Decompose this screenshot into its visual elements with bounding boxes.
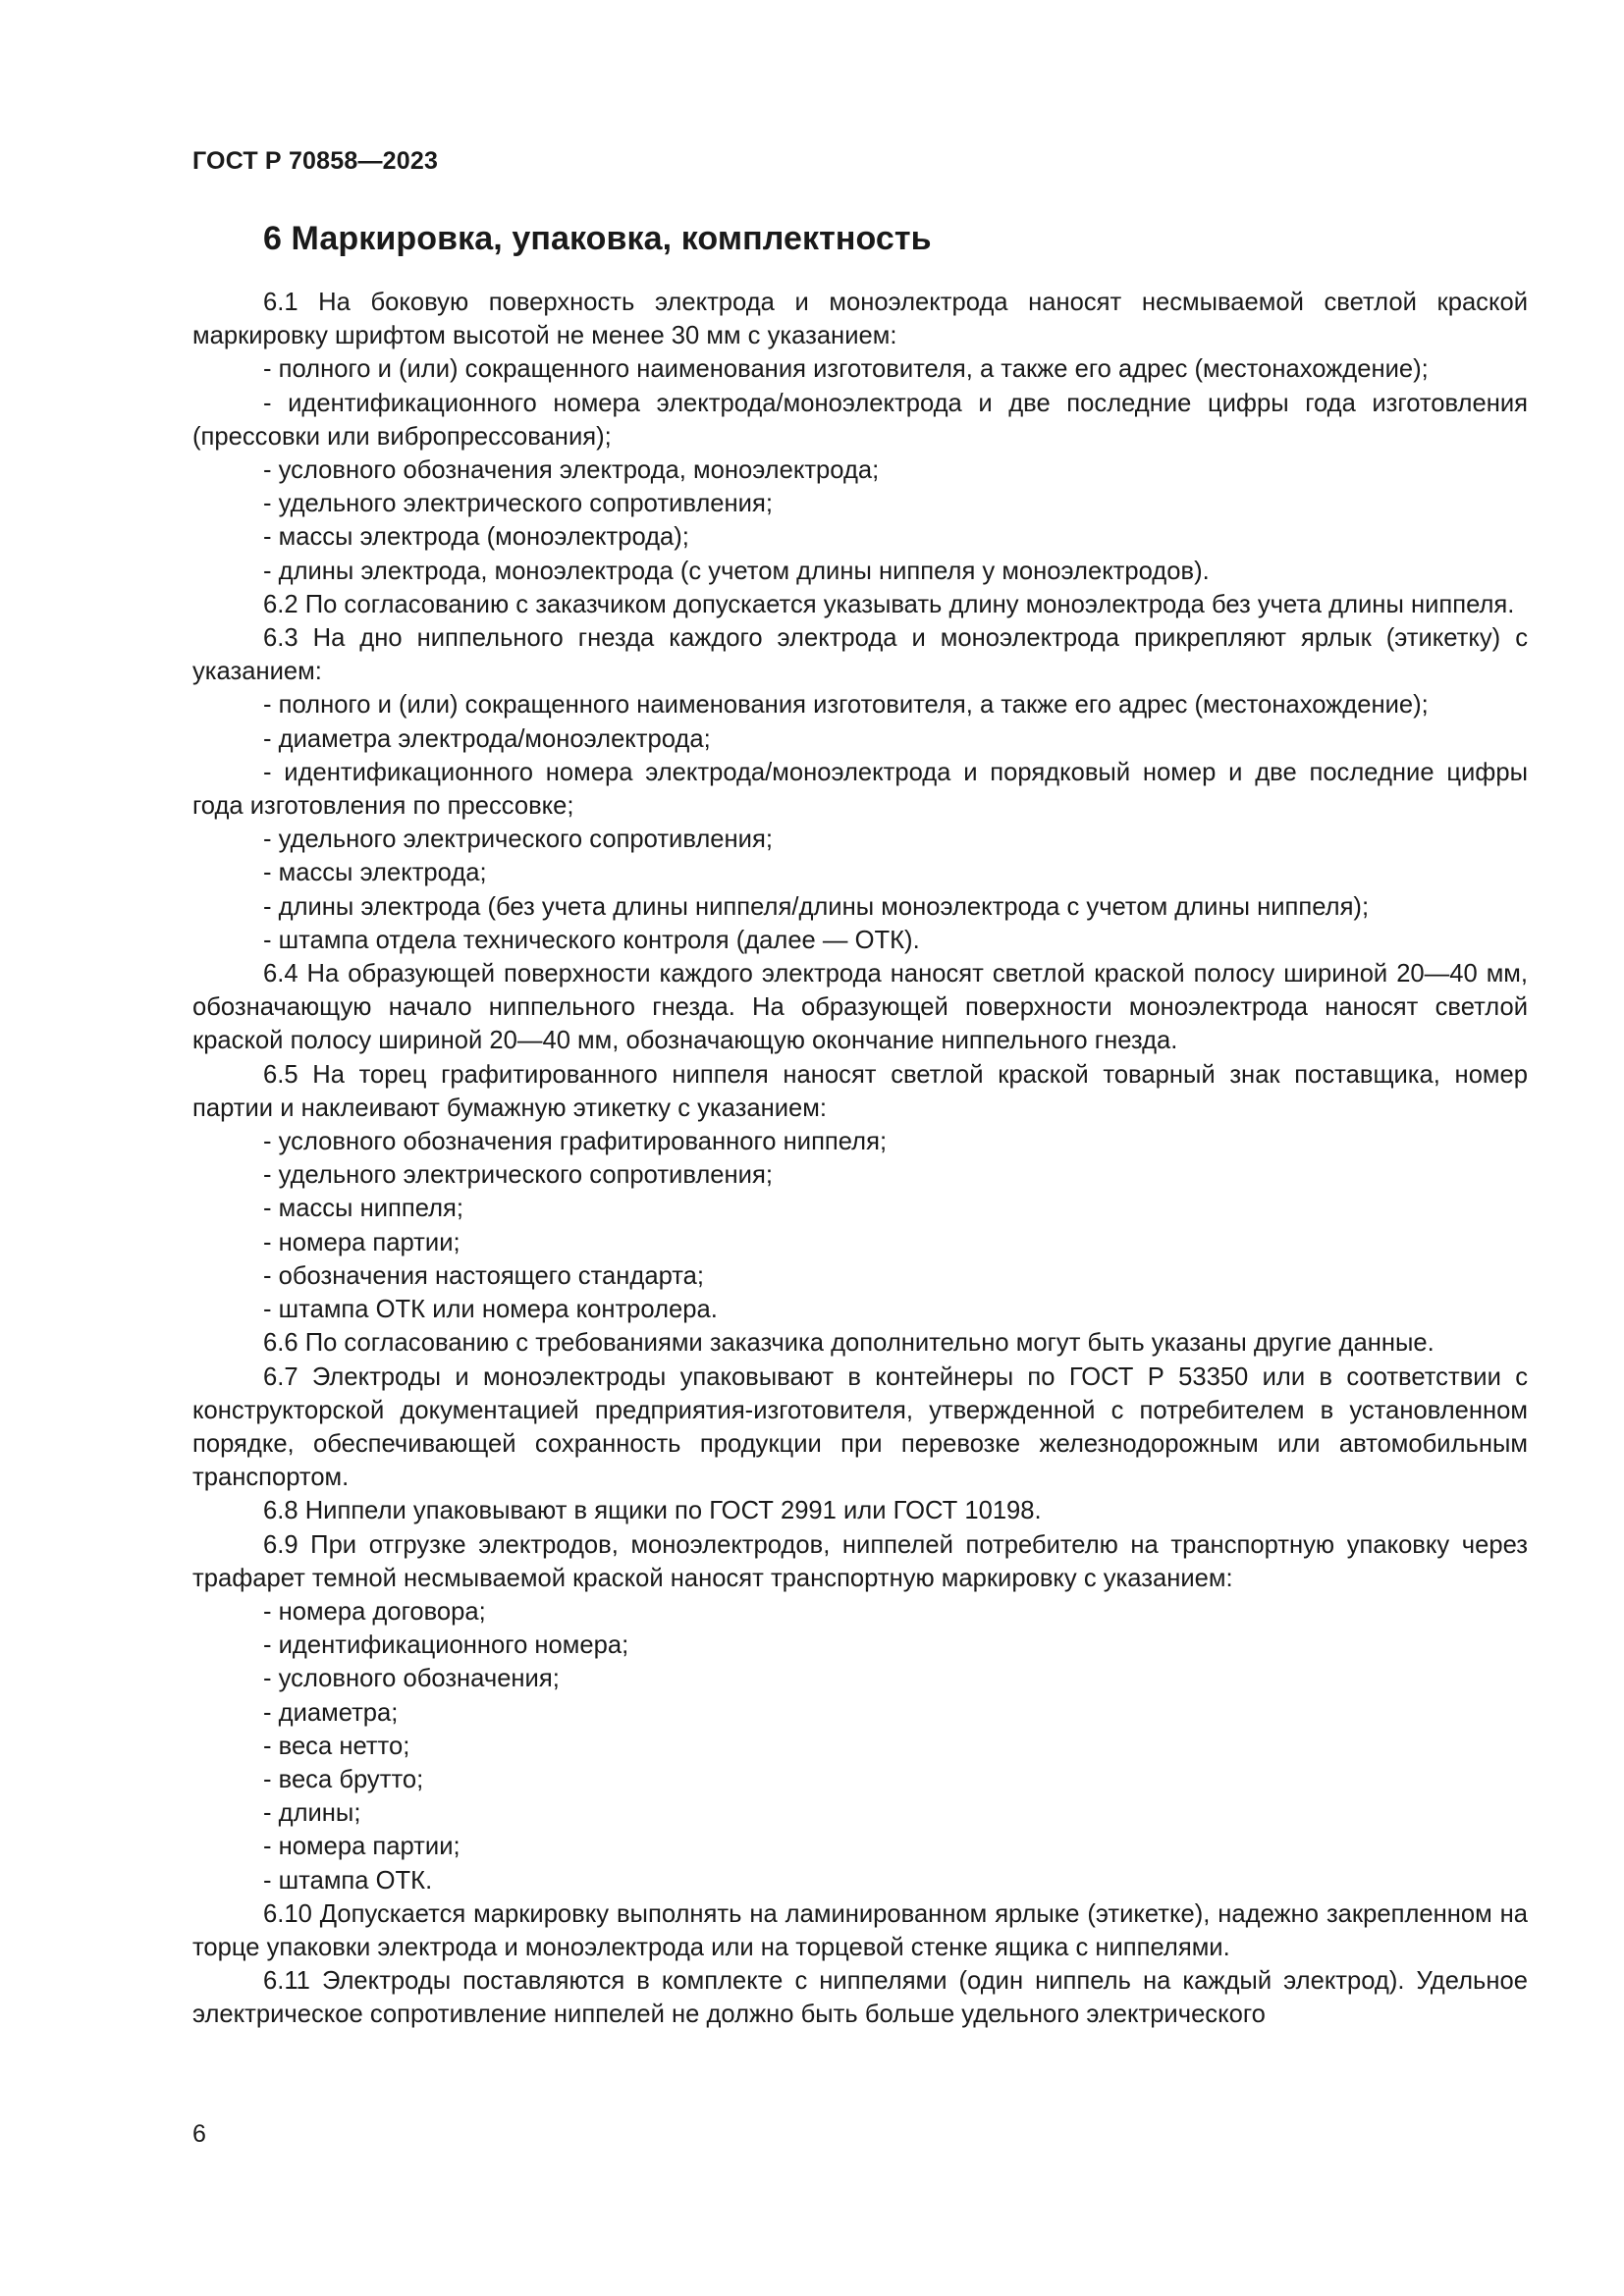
list-item: - диаметра электрода/моноэлектрода; <box>263 724 711 753</box>
list-item: - номера договора; <box>263 1597 486 1626</box>
list-item: - удельного электрического сопротивления; <box>263 826 773 854</box>
paragraph: 6.6 По согласованию с требованиями заказчика дополнительно могут быть указаны другие данные. <box>263 1329 1435 1358</box>
paragraph: 6.1 На боковую поверхность электрода и моноэлектрода наносят несмываемой светлой краской маркировку шрифтом высотой не менее 30 мм с указанием: <box>192 289 1528 350</box>
paragraph: 6.10 Допускается маркировку выполнять на ламинированном ярлыке (этикетке), надежно закрепленном на торце упаковки электрода и моноэлектрода или на торцевой стенке ящика с ниппелями. <box>192 1899 1528 1961</box>
list-item: - условного обозначения графитированного ниппеля; <box>263 1128 888 1156</box>
page-number: 6 <box>192 2120 206 2148</box>
list-item: - веса брутто; <box>263 1765 424 1793</box>
list-item: - штампа отдела технического контроля (далее — ОТК). <box>263 926 920 954</box>
list-item: - идентификационного номера; <box>263 1631 629 1660</box>
paragraph: 6.2 По согласованию с заказчиком допускается указывать длину моноэлектрода без учета длины ниппеля. <box>263 590 1515 618</box>
list-item: - идентификационного номера электрода/моноэлектрода и порядковый номер и две последние цифры года изготовления по прессовке; <box>192 758 1528 821</box>
list-item: - массы электрода; <box>263 859 487 887</box>
list-item: - номера партии; <box>263 1228 460 1256</box>
body-text <box>192 286 1528 2032</box>
list-item: - длины электрода, моноэлектрода (с учетом длины ниппеля у моноэлектродов). <box>263 557 1210 585</box>
list-item: - штампа ОТК. <box>263 1866 433 1895</box>
list-item: - массы электрода (моноэлектрода); <box>263 523 689 552</box>
paragraph: 6.5 На торец графитированного ниппеля наносят светлой краской товарный знак поставщика, номер партии и наклеивают бумажную этикетку с указанием: <box>192 1060 1528 1122</box>
document-header: ГОСТ Р 70858—2023 <box>192 147 439 175</box>
list-item: - условного обозначения; <box>263 1665 560 1693</box>
list-item: - массы ниппеля; <box>263 1195 463 1223</box>
list-item: - идентификационного номера электрода/моноэлектрода и две последние цифры года изготовления (прессовки или вибропрессования); <box>192 389 1528 451</box>
list-item: - обозначения настоящего стандарта; <box>263 1261 705 1290</box>
paragraph: 6.4 На образующей поверхности каждого электрода наносят светлой краской полосу шириной 20—40 мм, обозначающую начало ниппельного гнезда. На образующей поверхности моноэлектрода наносят светлой краской полосу шириной 20—40 мм, обозначающую окончание ниппельного гнезда. <box>192 960 1528 1055</box>
list-item: - веса нетто; <box>263 1732 410 1760</box>
paragraph: 6.3 На дно ниппельного гнезда каждого электрода и моноэлектрода прикрепляют ярлык (этикетку) с указанием: <box>192 624 1528 686</box>
paragraph: 6.7 Электроды и моноэлектроды упаковывают в контейнеры по ГОСТ Р 53350 или в соответствии с конструкторской документацией предприятия-изготовителя, утвержденной с потребителем в установленном порядке, обеспечивающей сохранность продукции при перевозке железнодорожным или автомобильным транспортом. <box>192 1362 1528 1492</box>
list-item: - условного обозначения электрода, моноэлектрода; <box>263 456 880 485</box>
list-item: - номера партии; <box>263 1833 460 1861</box>
list-item: - удельного электрического сопротивления; <box>263 1161 773 1190</box>
list-item: - штампа ОТК или номера контролера. <box>263 1296 718 1324</box>
list-item: - диаметра; <box>263 1698 399 1727</box>
paragraph: 6.8 Ниппели упаковывают в ящики по ГОСТ 2991 или ГОСТ 10198. <box>263 1497 1042 1525</box>
list-item: - полного и (или) сокращенного наименования изготовителя, а также его адрес (местонахождение); <box>263 691 1429 720</box>
list-item: - длины электрода (без учета длины ниппеля/длины моноэлектрода с учетом длины ниппеля); <box>263 892 1370 921</box>
list-item: - полного и (или) сокращенного наименования изготовителя, а также его адрес (местонахождение); <box>263 355 1429 384</box>
list-item: - длины; <box>263 1799 361 1828</box>
paragraph: 6.11 Электроды поставляются в комплекте с ниппелями (один ниппель на каждый электрод). Удельное электрическое сопротивление ниппелей не должно быть больше удельного электрического <box>192 1967 1528 2029</box>
paragraph: 6.9 При отгрузке электродов, моноэлектродов, ниппелей потребителю на транспортную упаковку через трафарет темной несмываемой краской наносят транспортную маркировку с указанием: <box>192 1530 1528 1592</box>
section-title: 6 Маркировка, упаковка, комплектность <box>263 220 932 257</box>
list-item: - удельного электрического сопротивления; <box>263 490 773 518</box>
